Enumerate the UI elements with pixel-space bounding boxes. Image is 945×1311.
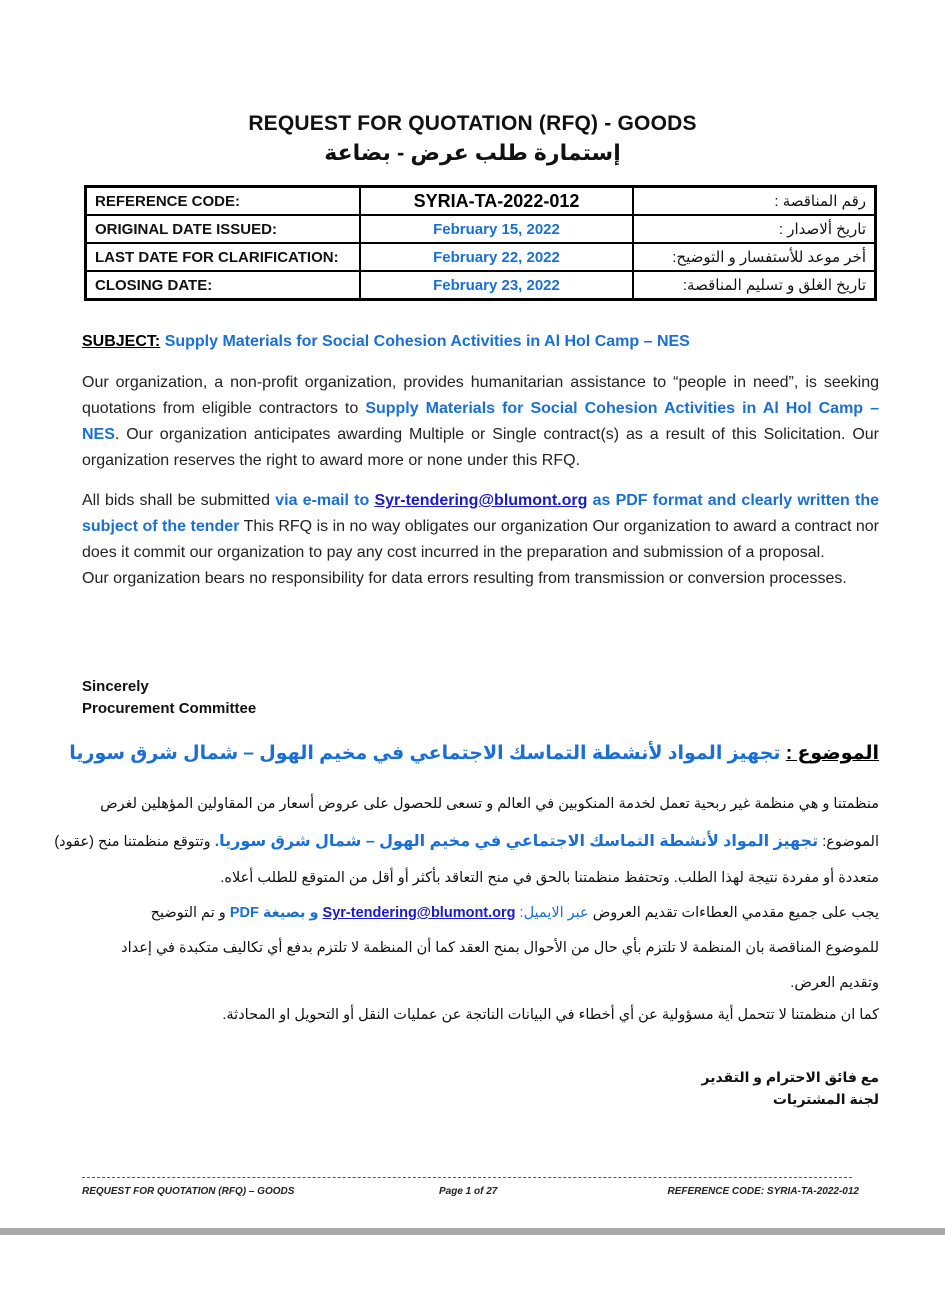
arabic-pdf-note: و بصيغة PDF [229,905,319,921]
arabic-subject-value: تجهيز المواد لأنشطة التماسك الاجتماعي في مخيم الهول – شمال شرق سوريا [69,743,781,764]
email-link[interactable]: Syr-tendering@blumont.org [374,492,588,509]
clarification-date-label-arabic: أخر موعد للأستفسار و التوضيح: [633,243,876,271]
subject-label: SUBJECT: [82,333,161,350]
footer-reference-code: REFERENCE CODE: SYRIA-TA-2022-012 [667,1186,859,1197]
signature-block [82,676,256,720]
subject-line [82,333,690,351]
issue-date-label: ORIGINAL DATE ISSUED: [86,215,361,243]
footer-document-title: REQUEST FOR QUOTATION (RFQ) – GOODS [82,1186,295,1197]
arabic-email-link[interactable]: Syr-tendering@blumont.org [322,905,516,921]
arabic-intro-line-2 [54,831,879,851]
arabic-signature-closing: مع فائق الاحترام و التقدير [701,1069,879,1085]
reference-code-label: REFERENCE CODE: [86,187,361,216]
intro-highlight: Supply Materials for Social Cohesion Activities in Al Hol Camp – NES [82,400,880,443]
subject-value: Supply Materials for Social Cohesion Activities in Al Hol Camp – NES [164,333,690,350]
table-row [86,187,876,216]
clarification-date-label: LAST DATE FOR CLARIFICATION: [86,243,361,271]
footer-page-number: Page 1 of 27 [439,1186,498,1197]
arabic-subject-line [69,742,879,765]
reference-code-value: SYRIA-TA-2022-012 [360,187,633,216]
arabic-submission-text: يجب على جميع مقدمي العطاءات تقديم العروض [592,905,879,921]
signature-committee: Procurement Committee [82,700,257,717]
arabic-disclaimer: كما ان منظمتنا لا تتحمل أية مسؤولية عن أي أخطاء في البيانات الناتجة عن عمليات النقل أو التحويل او المحادثة. [222,1007,879,1023]
arabic-submission-text-end: و تم التوضيح [150,905,226,921]
arabic-intro-highlight: تجهيز المواد لأنشطة التماسك الاجتماعي في مخيم الهول – شمال شرق سوريا. [214,833,819,850]
intro-paragraph [82,370,879,474]
table-row [86,243,876,271]
arabic-submission-line-2: للموضوع المناقصة بان المنظمة لا تلتزم بأي حال من الأحوال بمنح العقد كما أن المنظمة لا تلتزم بدفع أي تكاليف متكبدة في إعداد [121,940,879,956]
submission-text-end: This RFQ is in no way obligates our organization Our organization to award a contract nor does it commit our organization to pay any cost incurred in the preparation and submission of a proposal. [82,518,879,561]
issue-date-label-arabic: تاريخ ألاصدار : [633,215,876,243]
closing-date-value: February 23, 2022 [360,271,633,300]
table-row [86,271,876,300]
signature-closing: Sincerely [82,678,149,695]
document-title: REQUEST FOR QUOTATION (RFQ) - GOODS [248,112,697,135]
submission-paragraph [82,488,879,592]
document-title-arabic: إستمارة طلب عرض - بضاعة [324,140,621,165]
arabic-intro-line-1: منظمتنا و هي منظمة غير ربحية تعمل لخدمة المنكوبين في العالم و تسعى للحصول على عروض أسعار من المقاولين المؤهلين لغرض [100,796,879,812]
submission-text: All bids shall be submitted [82,492,276,509]
arabic-signature-block [702,1066,880,1110]
submission-pdf-note: as PDF format and clearly written the subject of the tender [82,492,879,535]
issue-date-value: February 15, 2022 [360,215,633,243]
reference-table [84,185,877,301]
page-separator-bar [0,1228,945,1235]
table-row [86,215,876,243]
arabic-intro-contract: وتتوقع منظمتنا منح (عقود) [54,834,211,850]
reference-code-label-arabic: رقم المناقصة : [633,187,876,216]
clarification-date-value: February 22, 2022 [360,243,633,271]
arabic-subject-label: الموضوع : [785,743,879,764]
arabic-via-email: عبر الايميل: [519,905,589,921]
arabic-submission-line-3: وتقديم العرض. [790,975,879,991]
arabic-subject-ref: الموضوع: [822,834,879,850]
footer-divider [82,1177,852,1178]
submission-via: via e-mail to [275,492,375,509]
closing-date-label: CLOSING DATE: [86,271,361,300]
arabic-intro-line-3: متعددة أو مفردة نتيجة لهذا الطلب. وتحتفظ منظمتنا بالحق في منح التعاقد بأكثر أو أقل من المتوقع للطلب أعلاه. [220,870,879,886]
intro-text-end: . Our organization anticipates awarding Multiple or Single contract(s) as a result of this Solicitation. Our organization reserves the right to award more or none under this RFQ. [82,426,879,469]
disclaimer-text: Our organization bears no responsibility for data errors resulting from transmission or conversion processes. [82,570,847,587]
closing-date-label-arabic: تاريخ الغلق و تسليم المناقصة: [633,271,876,300]
arabic-submission-line-1 [151,905,879,921]
arabic-signature-committee: لجنة المشتريات [772,1091,879,1107]
intro-text: Our organization, a non-profit organization, provides humanitarian assistance to “people in need”, is seeking quotations from eligible contractors to [82,374,879,417]
